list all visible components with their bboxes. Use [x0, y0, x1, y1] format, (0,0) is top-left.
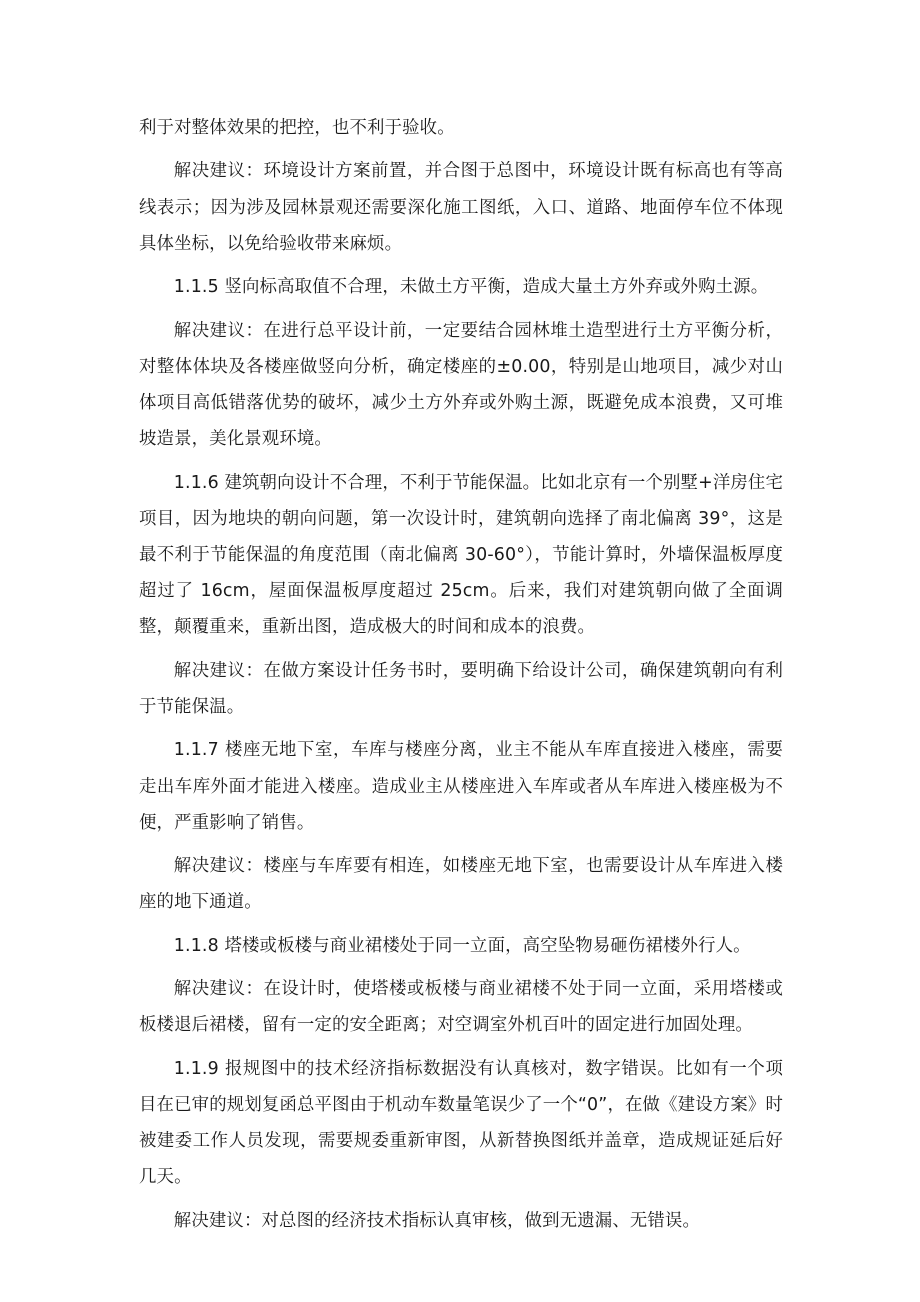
document-page	[139, 110, 783, 1246]
paragraph-section-1-1-7: 1.1.7 楼座无地下室，车库与楼座分离，业主不能从车库直接进入楼座，需要走出车库外面才能进入楼座。造成业主从楼座进入车库或者从车库进入楼座极为不便，严重影响了销售。	[139, 740, 783, 833]
paragraph-suggestion: 解决建议：对总图的经济技术指标认真审核，做到无遗漏、无错误。	[173, 1210, 701, 1231]
paragraph-section-1-1-8: 1.1.8 塔楼或板楼与商业裙楼处于同一立面，高空坠物易砸伤裙楼外行人。	[173, 935, 751, 956]
paragraph-suggestion: 解决建议：楼座与车库要有相连，如楼座无地下室，也需要设计从车库进入楼座的地下通道。	[139, 856, 783, 913]
paragraph-suggestion: 解决建议：在设计时，使塔楼或板楼与商业裙楼不处于同一立面，采用塔楼或板楼退后裙楼，留有一定的安全距离；对空调室外机百叶的固定进行加固处理。	[139, 979, 783, 1036]
paragraph-continuation: 利于对整体效果的把控，也不利于验收。	[139, 118, 455, 138]
paragraph-suggestion: 解决建议：在做方案设计任务书时，要明确下给设计公司，确保建筑朝向有利于节能保温。	[139, 660, 783, 717]
paragraph-section-1-1-5: 1.1.5 竖向标高取值不合理，未做土方平衡，造成大量土方外弃或外购土源。	[173, 277, 769, 298]
paragraph-suggestion: 解决建议：在进行总平设计前，一定要结合园林堆土造型进行土方平衡分析，对整体体块及各楼座做竖向分析，确定楼座的±0.00，特别是山地项目，减少对山体项目高低错落优势的破坏，减少土方外弃或外购土源，既避免成本浪费，又可堆坡造景，美化景观环境。	[139, 320, 783, 450]
paragraph-suggestion: 解决建议：环境设计方案前置，并合图于总图中，环境设计既有标高也有等高线表示；因为涉及园林景观还需要深化施工图纸，入口、道路、地面停车位不体现具体坐标，以免给验收带来麻烦。	[139, 161, 783, 254]
paragraph-section-1-1-9: 1.1.9 报规图中的技术经济指标数据没有认真核对，数字错误。比如有一个项目在已审的规划复函总平图由于机动车数量笔误少了一个“0”，在做《建设方案》时被建委工作人员发现，需要规委重新审图，从新替换图纸并盖章，造成规证延后好几天。	[139, 1058, 783, 1188]
paragraph-section-1-1-6: 1.1.6 建筑朝向设计不合理，不利于节能保温。比如北京有一个别墅+洋房住宅项目，因为地块的朝向问题，第一次设计时，建筑朝向选择了南北偏离 39°，这是最不利于节能保温的角度范围（南北偏离 30-60°），节能计算时，外墙保温板厚度超过了 16cm，屋面保温板厚度超过 25cm。后来，我们对建筑朝向做了全面调整，颠覆重来，重新出图，造成极大的时间和成本的浪费。	[139, 472, 783, 638]
